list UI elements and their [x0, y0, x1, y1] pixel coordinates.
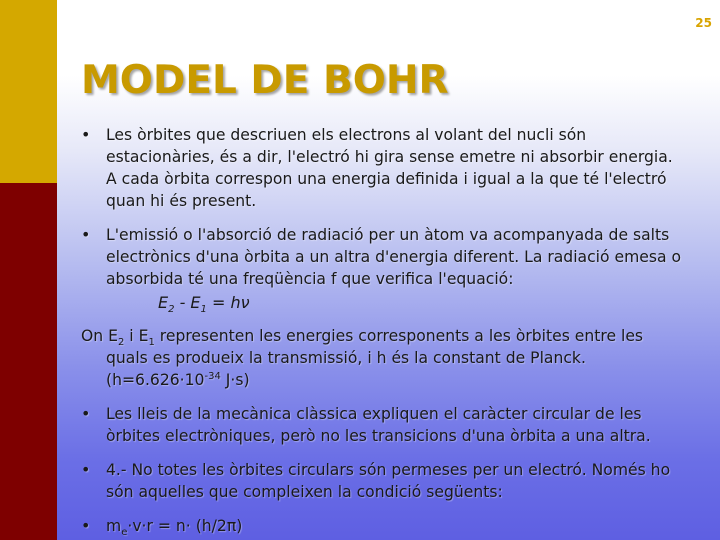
text-line: Les òrbites que descriuen els electrons al volant del nucli són [106, 126, 587, 144]
bullet-icon: • [81, 516, 91, 535]
text-line: estacionàries, és a dir, l'electró hi gira sense emetre ni absorbir energia. [106, 148, 673, 166]
bullet-paragraph-quantization [81, 515, 243, 539]
text-line: A cada òrbita correspon una energia definida i igual a la que té l'electró [106, 170, 667, 188]
text-line: L'emissió o l'absorció de radiació per un àtom va acompanyada de salts [106, 226, 670, 244]
text-line: 4.- No totes les òrbites circulars són permeses per un electró. Només ho [106, 461, 671, 479]
text-line: quan hi és present. [106, 192, 257, 210]
text-line: absorbida té una freqüència f que verifica l'equació: [106, 270, 514, 288]
energy-formula: $E_2 - E_1 = h\nu$ [158, 293, 250, 316]
text-line: ($h=6.626\cdot 10^{-34}$ J·s) [106, 370, 250, 389]
bullet-icon: • [81, 460, 91, 479]
page-number: 25 [695, 16, 712, 30]
quantization-condition: $m_e\cdot v\cdot r = n\cdot (h/2\pi)$ [106, 517, 243, 539]
bullet-paragraph-classical-laws [81, 403, 651, 447]
nu-symbol: ν [240, 293, 250, 312]
text-line: òrbites electròniques, però no les transicions d'una òrbita a una altra. [106, 427, 651, 445]
bullet-paragraph-emission [81, 224, 682, 290]
bullet-paragraph-allowed-orbits [81, 459, 671, 503]
bullet-paragraph-orbits [81, 124, 673, 212]
pi-symbol: π [226, 517, 237, 535]
text-line: quals es produeix la transmissió, i h és la constant de Planck. [106, 349, 586, 367]
text-line: electrònics d'una òrbita a un altra d'energia diferent. La radiació emesa o [106, 248, 682, 266]
text-line: són aquelles que compleixen la condició següents: [106, 483, 503, 501]
text-line: On $E_2$ i $E_1$ representen les energies corresponents a les òrbites entre les [81, 327, 644, 349]
text-line: Les lleis de la mecànica clàssica expliquen el caràcter circular de les [106, 405, 642, 423]
bullet-icon: • [81, 225, 91, 244]
bullet-icon: • [81, 125, 91, 144]
page-title: MODEL DE BOHR [81, 58, 449, 103]
paragraph-energies [81, 325, 643, 391]
bullet-icon: • [81, 404, 91, 423]
